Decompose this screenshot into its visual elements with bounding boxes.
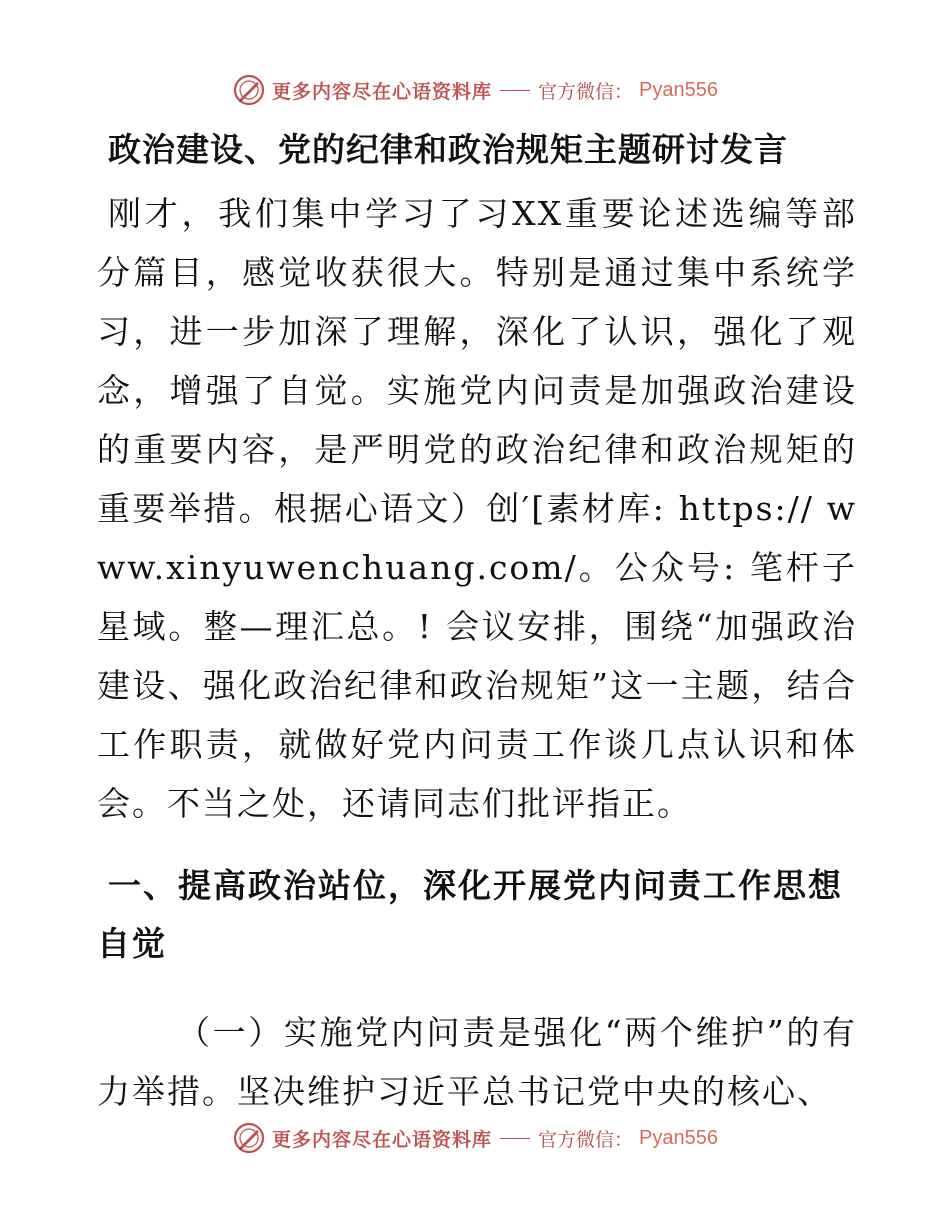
document-content [97, 122, 857, 1121]
banner-wechat-id: Pyan556 [639, 78, 718, 101]
header-banner [0, 70, 950, 110]
banner-dash [500, 1138, 530, 1139]
banner-text: 更多内容尽在心语资料库 [272, 80, 493, 103]
banner-wechat-id: Pyan556 [639, 1126, 718, 1149]
banner-wechat-label: 官方微信： [538, 1128, 634, 1151]
pen-logo-icon [232, 73, 266, 107]
subsection-paragraph: （一）实施党内问责是强化“两个维护”的有力举措。坚决维护习近平总书记党中央的核心、 [97, 1013, 857, 1111]
intro-paragraph: 刚才，我们集中学习了习XX重要论述选编等部分篇目，感觉收获很大。特别是通过集中系统学习，进一步加深了理解，深化了认识，强化了观念，增强了自觉。实施党内问责是加强政治建设的重要内容，是严明党的政治纪律和政治规矩的重要举措。根据心语文）创′[素材库: https:// www.xinyuwenchuang.com/。公众号: 笔杆子星域。整—理汇总。! 会议安排，围绕“加强政治建设、强化政治纪律和政治规矩”这一主题，结合工作职责，就做好党内问责工作谈几点认识和体会。不当之处，还请同志们批评指正。 [97, 194, 857, 823]
banner-dash [500, 90, 530, 91]
pen-logo-icon [232, 1121, 266, 1155]
document-title: 政治建设、党的纪律和政治规矩主题研讨发言 [108, 130, 788, 169]
footer-banner [0, 1118, 950, 1158]
section-heading: 一、提高政治站位，深化开展党内问责工作思想自觉 [97, 866, 843, 963]
banner-wechat-label: 官方微信： [538, 80, 634, 103]
banner-text: 更多内容尽在心语资料库 [272, 1128, 493, 1151]
